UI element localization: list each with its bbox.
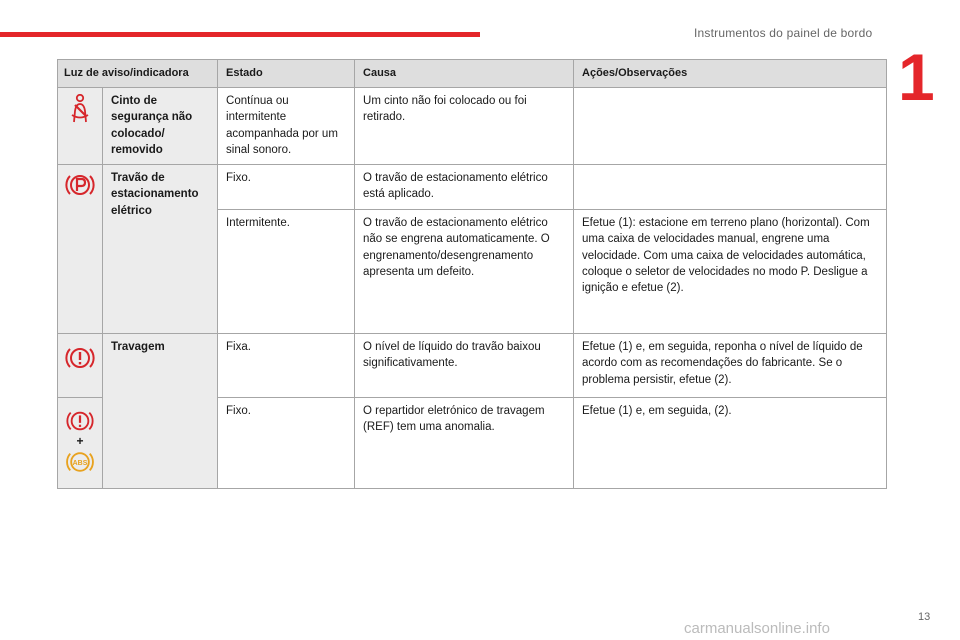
cause-cell: O nível de líquido do travão baixou significativamente. (355, 334, 574, 398)
cause-cell: Um cinto não foi colocado ou foi retirado. (355, 88, 574, 165)
icon-cell (58, 334, 103, 398)
table-row (58, 88, 887, 165)
column-header-cause: Causa (355, 60, 574, 88)
cause-cell: O travão de estacionamento elétrico está aplicado. (355, 165, 574, 210)
state-cell: Fixo. (218, 398, 355, 489)
icon-cell (58, 165, 103, 334)
table-header-row (58, 60, 887, 88)
action-text: Efetue (1): estacione em terreno plano (horizontal). Com uma caixa de velocidades manual, engrene uma velocidade. Com uma caixa de velocidades automática, coloque o seletor de velocidades no modo P. Desligue a ignição e efetue (2). (582, 217, 870, 295)
state-cell: Fixo. (218, 165, 355, 210)
cause-cell: O repartidor eletrónico de travagem (REF) tem uma anomalia. (355, 398, 574, 489)
column-header-state: Estado (218, 60, 355, 88)
icon-cell (58, 398, 103, 489)
action-cell (574, 88, 887, 165)
plus-sign: + (76, 434, 84, 448)
cause-cell: O travão de estacionamento elétrico não se engrena automaticamente. O engrenamento/desengrenamento apresenta um defeito. (355, 210, 574, 334)
action-cell (574, 210, 887, 334)
parking-brake-icon (63, 171, 97, 199)
brake-warning-icon (63, 408, 97, 434)
lamp-name: Travão de estacionamento elétrico (103, 165, 218, 334)
action-cell (574, 165, 887, 210)
icon-cell (58, 88, 103, 165)
header-accent-bar (0, 32, 480, 37)
watermark: carmanualsonline.info (684, 620, 830, 637)
table-row (58, 334, 887, 398)
seatbelt-icon (67, 94, 93, 124)
table-row (58, 165, 887, 210)
lamp-name: Travagem (103, 334, 218, 489)
chapter-number: 1 (898, 40, 935, 114)
lamp-name: Cinto de segurança não colocado/ removido (103, 88, 218, 165)
state-cell: Intermitente. (218, 210, 355, 334)
state-cell: Fixa. (218, 334, 355, 398)
column-header-lamp: Luz de aviso/indicadora (58, 60, 218, 88)
section-title: Instrumentos do painel de bordo (694, 26, 873, 40)
brake-warning-icon (63, 344, 97, 372)
page-number: 13 (918, 611, 931, 623)
action-cell: Efetue (1) e, em seguida, reponha o nível de líquido de acordo com as recomendações do fabricante. Se o problema persistir, efetue (2). (574, 334, 887, 398)
action-cell: Efetue (1) e, em seguida, (2). (574, 398, 887, 489)
state-cell: Contínua ou intermitente acompanhada por um sinal sonoro. (218, 88, 355, 165)
warning-lights-table (57, 59, 887, 489)
column-header-actions: Ações/Observações (574, 60, 887, 88)
abs-label: ABS (72, 459, 88, 467)
abs-icon (63, 449, 97, 475)
